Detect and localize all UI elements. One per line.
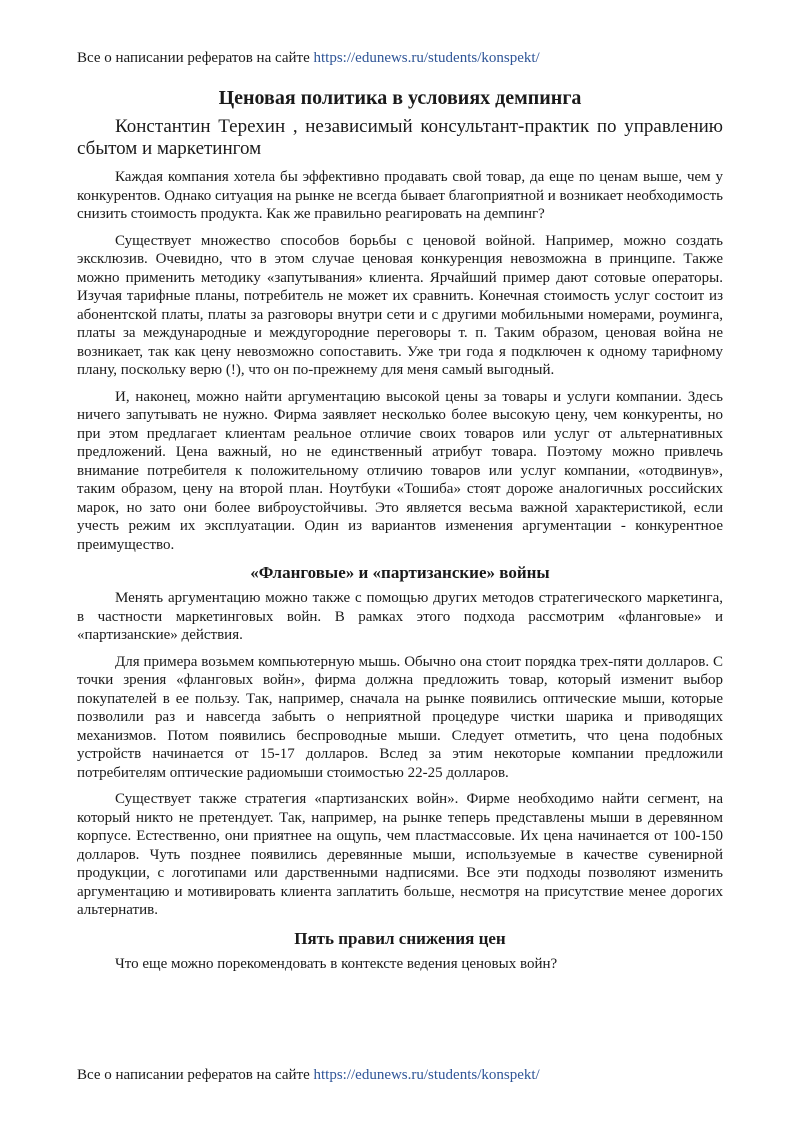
footer-text: Все о написании рефератов на сайте xyxy=(77,1067,314,1083)
page-header xyxy=(77,49,540,67)
paragraph: Существует множество способов борьбы с ценовой войной. Например, можно создать эксклюзив. Очевидно, что в этом случае ценовая конкуренция невозможна в принципе. Также можно применить методику «запутывания» клиента. Ярчайший пример дают сотовые операторы. Изучая тарифные планы, потребитель не может их сравнить. Конечная стоимость услуг состоит из абонентской платы, платы за разговоры внутри сети и с другими мобильными номерами, роуминга, платы за международные и междугородние переговоры т. п. Таким образом, ценовая война не возникает, так как цену невозможно сопоставить. Уже три года я подключен к одному тарифному плану, поскольку верю (!), что он по-прежнему для меня самый выгодный. xyxy=(77,232,723,378)
paragraph: Менять аргументацию можно также с помощью других методов стратегического маркетинга, в частности маркетинговых войн. В рамках этого подхода рассмотрим «фланговые» и «партизанские» действия. xyxy=(77,590,723,643)
paragraph: Что еще можно порекомендовать в контексте ведения ценовых войн? xyxy=(115,955,558,972)
paragraph: И, наконец, можно найти аргументацию высокой цены за товары и услуги компании. Здесь ничего запутывать не нужно. Фирма заявляет несколько более высокую цену, чем конкуренты, но при этом предлагает клиентам реальное отличие своих товаров или услуг от альтернативных предложений. Цена важный, но не единственный атрибут товара. Поэтому можно привлечь внимание потребителя к положительному отличию товаров или услуг компании, «отодвинув», таким образом, цену на второй план. Ноутбуки «Тошиба» стоят дороже аналогичных российских марок, но зато они более виброустойчивы. Это является весьма важной характеристикой, если учесть режим их эксплуатации. Один из вариантов изменения аргументации - конкурентное преимущество. xyxy=(77,388,723,553)
article xyxy=(77,86,723,981)
page-footer xyxy=(77,1066,540,1084)
footer-link[interactable]: https://edunews.ru/students/konspekt/ xyxy=(313,1067,540,1083)
paragraph: Для примера возьмем компьютерную мышь. Обычно она стоит порядка трех-пяти долларов. С точки зрения «фланговых войн», фирма должна предложить товар, который изменит выбор покупателей в ее пользу. Так, например, сначала на рынке появились оптические мыши, которые позволили раз и навсегда забыть о неприятной процедуре чистки шарика и приводящих механизмов. Потом появились беспроводные мыши. Следует отметить, что цена подобных устройств начинается от 15-17 долларов. Вслед за этим некоторые компании предложили потребителям оптические радиомыши стоимостью 22-25 долларов. xyxy=(77,653,723,781)
section-heading-flank-wars: «Фланговые» и «партизанские» войны xyxy=(250,563,550,582)
header-text: Все о написании рефератов на сайте xyxy=(77,50,314,66)
paragraph: Существует также стратегия «партизанских войн». Фирме необходимо найти сегмент, на который никто не претендует. Так, например, на рынке теперь представлены мыши в деревянном корпусе. Естественно, они приятнее на ощупь, чем пластмассовые. Их цена начинается от 100-150 долларов. Чуть позднее появились деревянные мыши, используемые в качестве сувенирной продукции, с логотипами или дарственными надписями. Все эти подходы позволяют изменить аргументацию и мотивировать клиента заплатить больше, несмотря на присутствие менее дорогих альтернатив. xyxy=(77,791,723,918)
article-title: Ценовая политика в условиях демпинга xyxy=(218,87,582,109)
paragraph: Каждая компания хотела бы эффективно продавать свой товар, да еще по ценам выше, чем у конкурентов. Однако ситуация на рынке не всегда бывает благоприятной и возникает необходимость снизить стоимость продукта. Как же правильно реагировать на демпинг? xyxy=(77,169,723,222)
article-author: Константин Терехин , независимый консультант-практик по управлению сбытом и маркетингом xyxy=(77,116,723,159)
header-link[interactable]: https://edunews.ru/students/konspekt/ xyxy=(313,50,540,66)
section-heading-five-rules: Пять правил снижения цен xyxy=(294,928,506,948)
